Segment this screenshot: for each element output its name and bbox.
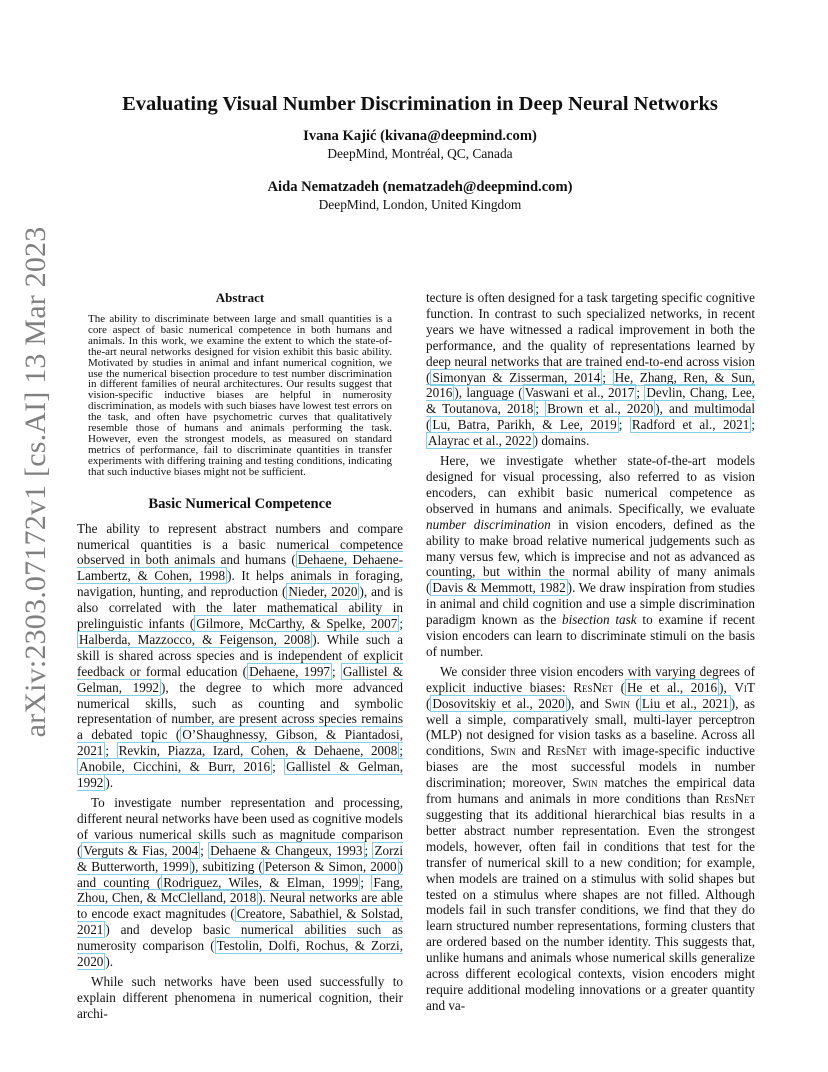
right-column: [426, 290, 755, 1014]
paragraph: tecture is often designed for a task targeting specific cognitive function. In contrast to such specialized networks, in recent years we have witnessed a radical improvement in both the performance, and the quality of representations learned by deep neural networks that are trained end-to-end across vision ( Simonyan & Zisserman, 2014 ; He, Zhang, Ren, & Sun, 2016 ), language ( Vaswani et al., 2017 ; Devlin, Chang, Lee, & Toutanova, 2018 ; Brown et al., 2020 ), and multimodal ( Lu, Batra, Parikh, & Lee, 2019 ; Radford et al., 2021 ; Alayrac et al., 2022 ) domains.: [426, 290, 755, 449]
left-column: [77, 290, 403, 1022]
emphasis-text: bisection task: [561, 612, 637, 628]
model-name: Swin: [490, 743, 516, 759]
citation-link[interactable]: Nieder, 2020: [288, 584, 358, 600]
citation-link[interactable]: He et al., 2016: [627, 679, 718, 695]
citation-link[interactable]: Dehaene, Dehaene-Lambertz, & Cohen, 1998: [77, 552, 403, 584]
paper-title: Evaluating Visual Number Discrimination in Deep Neural Networks: [122, 93, 718, 115]
citation-link[interactable]: Zorzi & Butterworth, 1999: [77, 842, 403, 874]
citation-link[interactable]: Davis & Memmott, 1982: [432, 580, 566, 596]
paragraph: While such networks have been used successfully to explain different phenomena in numerical cognition, their archi-: [77, 973, 403, 1021]
author-name: Ivana Kajić (kivana@deepmind.com): [303, 128, 537, 144]
model-name: ResNet: [546, 743, 587, 759]
paragraph: To investigate number representation and processing, different neural networks have been used as cognitive models of various numerical skills such as magnitude comparison ( Verguts & Fias, 2004 ; Dehaene & Changeux, 1993 ; Zorzi & Butterworth, 1999 ), subitizing ( Peterson & Simon, 2000 ) and counting ( Rodriguez, Wiles, & Elman, 1999 ; Fang, Zhou, Chen, & McClelland, 2018 ). Neural networks are able to encode exact magnitudes ( Creatore, Sabathiel, & Solstad, 2021 ) and develop basic numerical abilities such as numerosity comparison ( Testolin, Dolfi, Rochus, & Zorzi, 2020 ).: [77, 795, 404, 970]
citation-link[interactable]: Brown et al., 2020: [547, 401, 654, 417]
author-affiliation: DeepMind, London, United Kingdom: [318, 197, 522, 212]
model-name: ResNet: [573, 679, 614, 695]
citation-link[interactable]: Halberda, Mazzocco, & Feigenson, 2008: [79, 631, 311, 647]
citation-link[interactable]: Creatore, Sabathiel, & Solstad, 2021: [77, 906, 404, 938]
citation-link[interactable]: Liu et al., 2021: [641, 695, 729, 711]
citation-link[interactable]: Alayrac et al., 2022: [428, 433, 532, 449]
citation-link[interactable]: Gallistel & Gelman, 1992: [77, 663, 403, 695]
model-name: ResNet: [715, 791, 755, 807]
paragraph: We consider three vision encoders with varying degrees of explicit inductive biases: ResNet ( He et al., 2016 ), ViT ( Dosovitskiy et al., 2020 ), and Swin ( Liu et al., 2021 ), as well a simple, comparatively small, multi-layer perceptron (MLP) not designed for vision tasks as a baseline. Across all conditions, Swin and ResNet with image-specific inductive biases are the most successful models in number discrimination; moreover, Swin matches the empirical data from humans and animals in more conditions than ResNet suggesting that its additional hierarchical bias results in a better abstract number representation. Even the strongest models, however, often fail in conditions that test for the transfer of numerical skill to a new condition; for example, when models are trained on a stimulus with solid shapes but tested on a stimulus where shapes are not filled. Although models fail in such transfer conditions, we find that they do learn structured number representations, forming clusters that are ordered based on the number identity. This suggests that, unlike humans and animals whose numerical skills generalize across different ecological contexts, vision encoders might require additional modeling innovations or a greater quantity and va-: [426, 663, 755, 1013]
citation-link[interactable]: Verguts & Fias, 2004: [83, 842, 199, 858]
paragraph: Here, we investigate whether state-of-the-art models designed for visual processing, also referred to as vision encoders, can exhibit basic numerical competence as observed in humans and animals. Specifically, we evaluate number discrimination in vision encoders, defined as the ability to make broad relative numerical judgements such as many versus few, which is imprecise and not as advanced as counting, but within the normal ability of many animals ( Davis & Memmott, 1982 ). We draw inspiration from studies in animal and child cognition and use a simple discrimination paradigm known as the bisection task to examine if recent vision encoders can learn to discriminate stimuli on the basis of number.: [426, 453, 756, 659]
citation-link[interactable]: Dehaene, 1997: [249, 663, 331, 679]
citation-link[interactable]: He, Zhang, Ren, & Sun, 2016: [426, 369, 755, 401]
emphasis-text: number discrimination: [426, 516, 551, 532]
author-affiliation: DeepMind, Montréal, QC, Canada: [327, 146, 513, 161]
citation-link[interactable]: Dehaene & Changeux, 1993: [210, 842, 363, 858]
author-name: Aida Nematzadeh (nematzadeh@deepmind.com): [267, 179, 573, 195]
citation-link[interactable]: Simonyan & Zisserman, 2014: [432, 369, 601, 385]
citation-link[interactable]: Revkin, Piazza, Izard, Cohen, & Dehaene, 2008: [118, 743, 398, 759]
citation-link[interactable]: Peterson & Simon, 2000: [264, 858, 397, 874]
citation-link[interactable]: Devlin, Chang, Lee, & Toutanova, 2018: [426, 385, 755, 417]
citation-link[interactable]: Dosovitskiy et al., 2020: [432, 695, 565, 711]
citation-link[interactable]: Anobile, Cicchini, & Burr, 2016: [79, 759, 271, 775]
section-heading: Basic Numerical Competence: [148, 495, 332, 512]
citation-link[interactable]: Gallistel & Gelman, 1992: [77, 759, 403, 791]
citation-link[interactable]: Radford et al., 2021: [631, 417, 750, 433]
abstract-heading: Abstract: [215, 290, 265, 305]
paper-header: [90, 92, 750, 230]
citation-link[interactable]: Fang, Zhou, Chen, & McClelland, 2018: [77, 874, 403, 906]
citation-link[interactable]: O’Shaughnessy, Gibson, & Piantadosi, 2021: [77, 727, 403, 759]
model-name: Swin: [604, 695, 630, 711]
citation-link[interactable]: Gilmore, McCarthy, & Spelke, 2007: [196, 616, 398, 632]
arxiv-identifier: arXiv:2303.07172v1 [cs.AI] 13 Mar 2023: [19, 226, 52, 738]
citation-link[interactable]: Vaswani et al., 2017: [524, 385, 635, 401]
citation-link[interactable]: Rodriguez, Wiles, & Elman, 1999: [163, 874, 359, 890]
author-block-2: [90, 179, 750, 213]
abstract-text: The ability to discriminate between large and small quantities is a core aspect of basic numerical competence in both humans and animals. In this work, we examine the extent to which the state-of-the-art neural networks designed for vision exhibit this basic ability. Motivated by studies in animal and infant numerical cognition, we use the numerical bisection procedure to test number discrimination in different families of neural architectures. Our results suggest that vision-specific inductive biases are helpful in numerosity discrimination, as models with such biases have lowest test errors on the task, and often have psychometric curves that qualitatively resemble those of humans and animals performing the task. However, even the strongest models, as measured on standard metrics of performance, fail to discriminate quantities in transfer experiments with differing training and testing conditions, indicating that such inductive biases might not be sufficient.: [88, 313, 392, 478]
model-name: Swin: [572, 775, 598, 791]
model-name: ViT: [734, 679, 755, 695]
author-block-1: [90, 128, 750, 162]
citation-link[interactable]: Testolin, Dolfi, Rochus, & Zorzi, 2020: [77, 938, 403, 970]
citation-link[interactable]: Lu, Batra, Parikh, & Lee, 2019: [432, 417, 617, 433]
paragraph: The ability to represent abstract numbers and compare numerical quantities is a basic numerical competence observed in both animals and humans ( Dehaene, Dehaene-Lambertz, & Cohen, 1998 ). It helps animals in foraging, navigation, hunting, and reproduction ( Nieder, 2020 ), and is also correlated with the later mathematical ability in prelinguistic infants ( Gilmore, McCarthy, & Spelke, 2007 ; Halberda, Mazzocco, & Feigenson, 2008 ). While such a skill is shared across species and is independent of explicit feedback or formal education ( Dehaene, 1997 ; Gallistel & Gelman, 1992 ), the degree to which more advanced numerical skills, such as counting and symbolic representation of number, are present across species remains a debated topic ( O’Shaughnessy, Gibson, & Piantadosi, 2021 ; Revkin, Piazza, Izard, Cohen, & Dehaene, 2008 ; Anobile, Cicchini, & Burr, 2016 ; Gallistel & Gelman, 1992 ).: [77, 520, 404, 791]
